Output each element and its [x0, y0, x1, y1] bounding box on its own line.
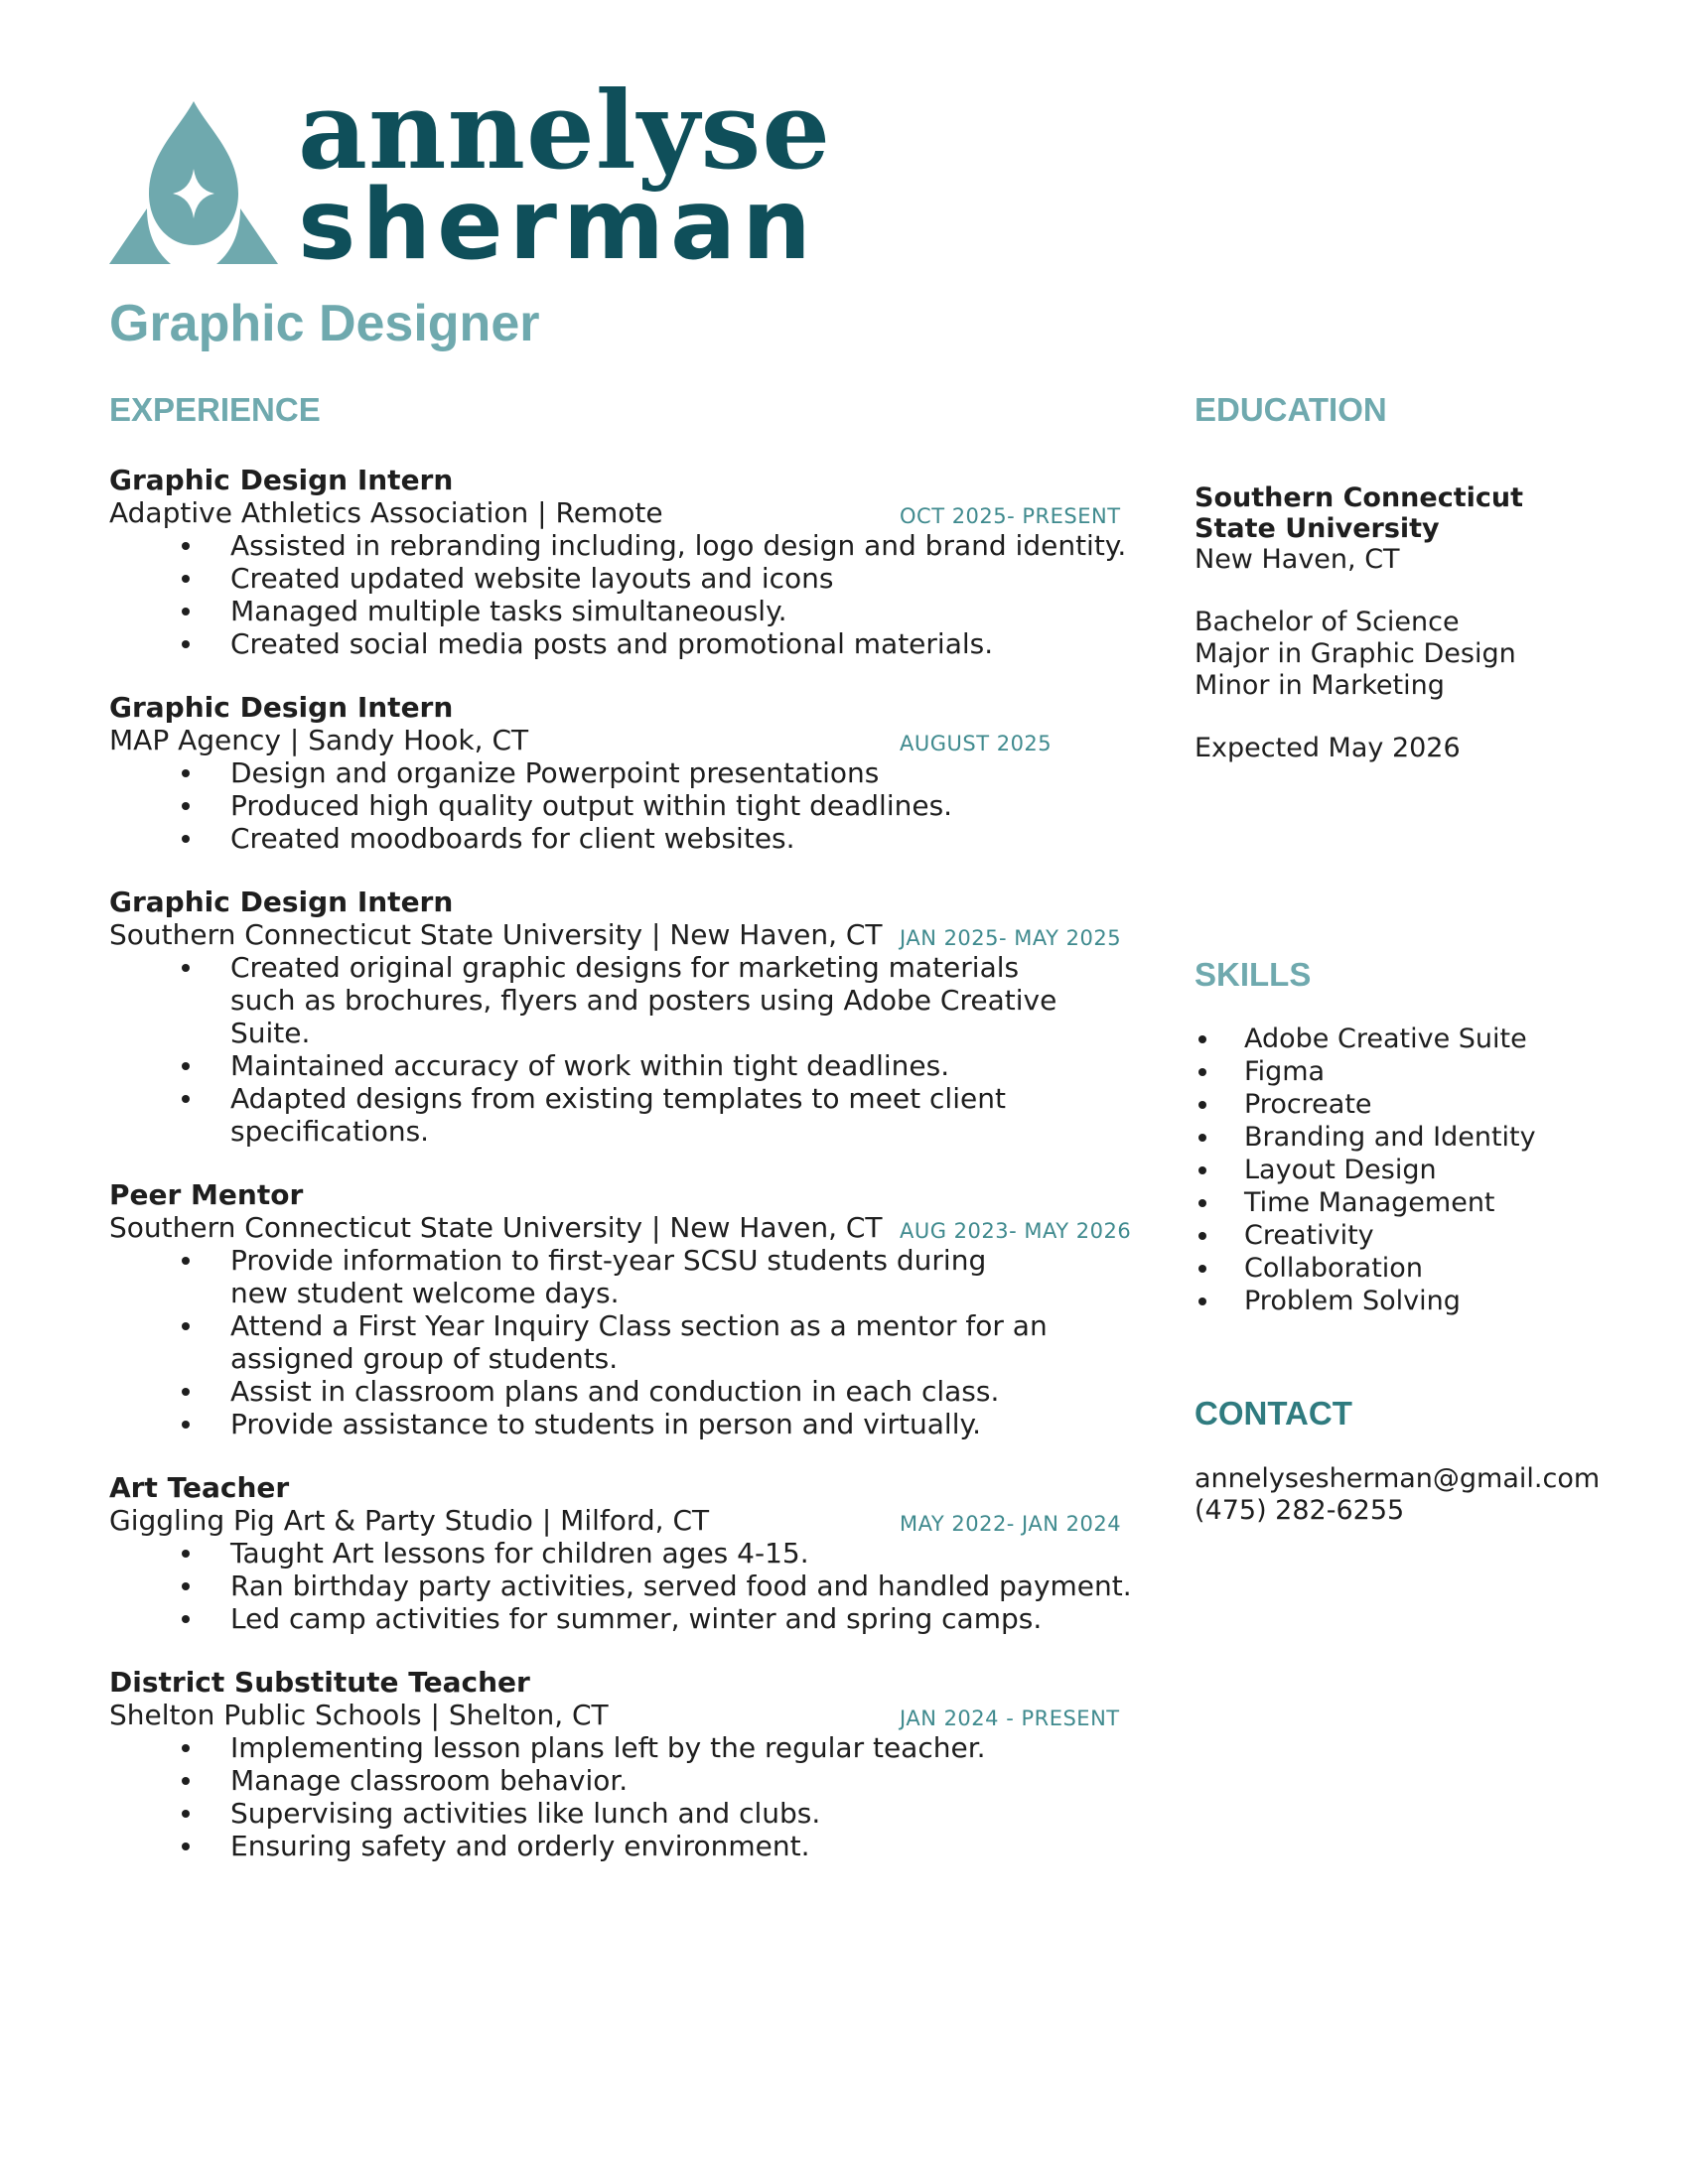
- skills-list: [1195, 1023, 1671, 1317]
- skill-item: Creativity: [1195, 1219, 1671, 1252]
- job-organization: Southern Connecticut State University | New Haven, CT: [109, 1211, 883, 1244]
- bullet-item: Manage classroom behavior.: [109, 1764, 1152, 1797]
- school-name-line1: Southern Connecticut: [1195, 482, 1524, 513]
- name-last: sherman: [298, 169, 817, 282]
- skill-item: Layout Design: [1195, 1154, 1671, 1186]
- job-organization: Shelton Public Schools | Shelton, CT: [109, 1699, 609, 1731]
- school-name-line2: State University: [1195, 513, 1440, 544]
- job-dates: OCT 2025- PRESENT: [900, 504, 1121, 528]
- bullet-item: Design and organize Powerpoint presentations: [109, 756, 1152, 789]
- skill-item: Branding and Identity: [1195, 1121, 1671, 1154]
- job-bullets: [109, 529, 1152, 660]
- bullet-item: Supervising activities like lunch and clubs.: [109, 1797, 1152, 1830]
- skill-item: Adobe Creative Suite: [1195, 1023, 1671, 1055]
- job-title: Graphic Designer: [109, 295, 540, 352]
- job-entry: [109, 464, 1152, 660]
- job-role: Art Teacher: [109, 1471, 290, 1504]
- bullet-item: Created social media posts and promotional materials.: [109, 627, 1152, 660]
- job-role: Graphic Design Intern: [109, 691, 454, 724]
- skills-heading: SKILLS: [1195, 956, 1312, 993]
- skill-item: Time Management: [1195, 1186, 1671, 1219]
- job-entry: [109, 1471, 1152, 1635]
- job-organization: Giggling Pig Art & Party Studio | Milford, CT: [109, 1504, 710, 1537]
- bullet-item: Ensuring safety and orderly environment.: [109, 1830, 1152, 1862]
- job-dates: JAN 2025- MAY 2025: [900, 926, 1122, 950]
- graduation-date: Expected May 2026: [1195, 733, 1461, 763]
- job-dates: AUG 2023- MAY 2026: [900, 1219, 1132, 1243]
- experience-heading: EXPERIENCE: [109, 391, 321, 428]
- minor: Minor in Marketing: [1195, 670, 1445, 701]
- bullet-item: Provide assistance to students in person and virtually.: [109, 1408, 1152, 1440]
- bullet-item: Led camp activities for summer, winter and spring camps.: [109, 1602, 1152, 1635]
- contact-email[interactable]: annelysesherman@gmail.com: [1195, 1463, 1601, 1494]
- job-role: Graphic Design Intern: [109, 886, 454, 918]
- bullet-item: Produced high quality output within tight deadlines.: [109, 789, 1152, 822]
- job-bullets: [109, 1244, 1152, 1440]
- job-role: Graphic Design Intern: [109, 464, 454, 496]
- bullet-item: Created updated website layouts and icons: [109, 562, 1152, 595]
- bullet-item: Ran birthday party activities, served food and handled payment.: [109, 1570, 1152, 1602]
- education-section: [1195, 482, 1671, 764]
- bullet-item: Created moodboards for client websites.: [109, 822, 1152, 855]
- job-dates: MAY 2022- JAN 2024: [900, 1512, 1122, 1536]
- bullet-item: Managed multiple tasks simultaneously.: [109, 595, 1152, 627]
- job-role: District Substitute Teacher: [109, 1666, 530, 1699]
- logo-mark: [109, 99, 278, 268]
- bullet-item: Created original graphic designs for marketing materials such as brochures, flyers and posters using Adobe Creative Suite.: [109, 951, 1064, 1049]
- job-bullets: [109, 756, 1152, 855]
- job-dates: AUGUST 2025: [900, 732, 1053, 755]
- job-entry: [109, 886, 1152, 1148]
- job-organization: MAP Agency | Sandy Hook, CT: [109, 724, 529, 756]
- contact-section: [1195, 1463, 1671, 1527]
- job-bullets: [109, 1731, 1152, 1862]
- job-role: Peer Mentor: [109, 1178, 304, 1211]
- skill-item: Collaboration: [1195, 1252, 1671, 1285]
- school-location: New Haven, CT: [1195, 544, 1400, 575]
- bullet-item: Taught Art lessons for children ages 4-15.: [109, 1537, 1152, 1570]
- job-dates: JAN 2024 - PRESENT: [900, 1706, 1120, 1730]
- skill-item: Procreate: [1195, 1088, 1671, 1121]
- name-first: annelyse: [298, 68, 832, 194]
- contact-phone[interactable]: (475) 282-6255: [1195, 1495, 1405, 1526]
- education-heading: EDUCATION: [1195, 391, 1387, 428]
- bullet-item: Provide information to first-year SCSU students during new student welcome days.: [109, 1244, 1015, 1309]
- skill-item: Problem Solving: [1195, 1285, 1671, 1317]
- contact-heading: CONTACT: [1195, 1395, 1352, 1432]
- job-entry: [109, 1666, 1152, 1862]
- job-bullets: [109, 951, 1122, 1148]
- bullet-item: Adapted designs from existing templates to meet client specifications.: [109, 1082, 1045, 1148]
- bullet-item: Assist in classroom plans and conduction in each class.: [109, 1375, 1152, 1408]
- major: Major in Graphic Design: [1195, 638, 1516, 669]
- job-entry: [109, 1178, 1152, 1440]
- skill-item: Figma: [1195, 1055, 1671, 1088]
- experience-section: [109, 464, 1152, 1893]
- bullet-item: Attend a First Year Inquiry Class section as a mentor for an assigned group of students.: [109, 1309, 1055, 1375]
- degree: Bachelor of Science: [1195, 607, 1460, 637]
- bullet-item: Implementing lesson plans left by the regular teacher.: [109, 1731, 1152, 1764]
- job-organization: Adaptive Athletics Association | Remote: [109, 496, 663, 529]
- bullet-item: Maintained accuracy of work within tight deadlines.: [109, 1049, 1122, 1082]
- job-entry: [109, 691, 1152, 855]
- job-bullets: [109, 1537, 1152, 1635]
- job-organization: Southern Connecticut State University | New Haven, CT: [109, 918, 883, 951]
- bullet-item: Assisted in rebranding including, logo design and brand identity.: [109, 529, 1152, 562]
